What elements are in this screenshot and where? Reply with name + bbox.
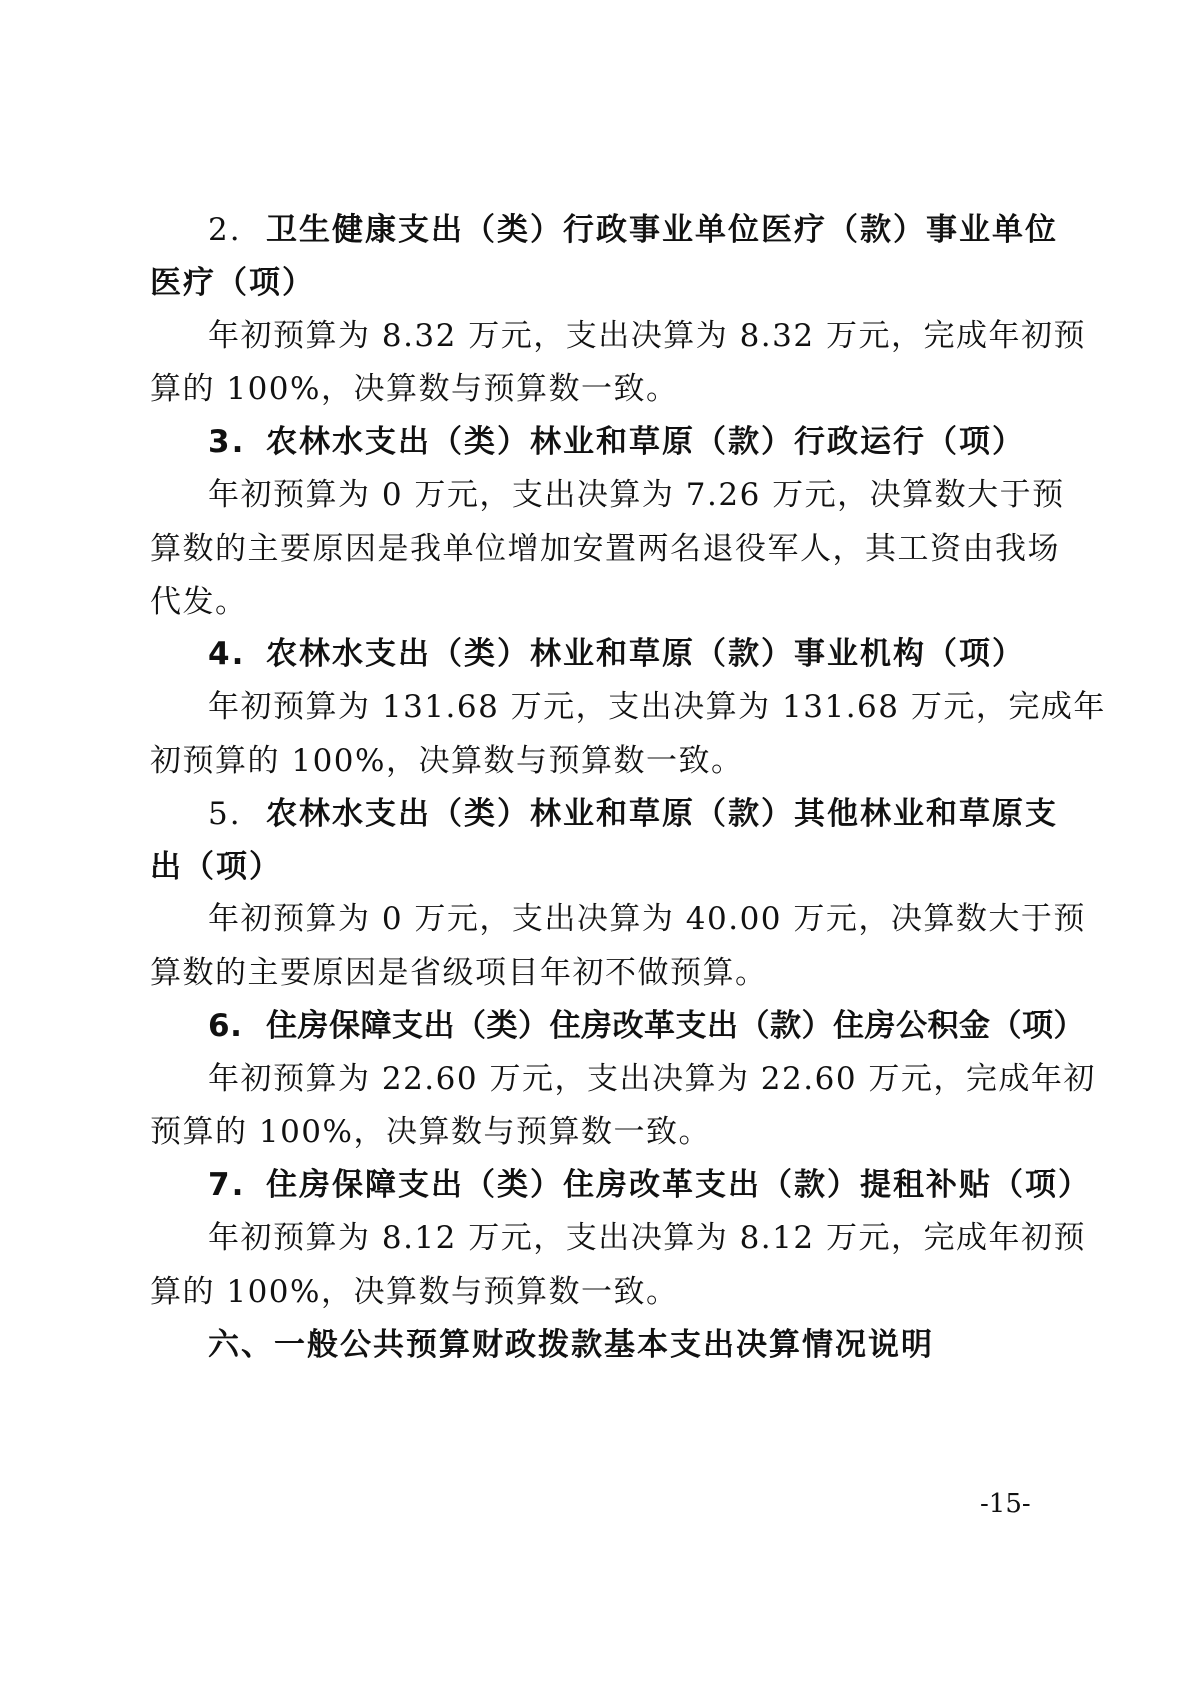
item-2-heading — [208, 210, 1190, 250]
item-6-heading-text: 住房保障支出（类）住房改革支出（款）住房公积金（项） — [266, 1008, 1085, 1044]
page-number: -15- — [980, 1489, 1031, 1519]
item-3-body-line-2: 算数的主要原因是我单位增加安置两名退役军人，其工资由我场 — [150, 531, 1060, 567]
item-5-heading-text: 农林水支出（类）林业和草原（款）其他林业和草原支 — [266, 796, 1058, 832]
item-3-body-line-3: 代发。 — [150, 584, 248, 620]
item-6-heading — [208, 1006, 1190, 1046]
item-4-heading — [208, 634, 1190, 674]
item-4-body-line-1: 年初预算为 131.68 万元，支出决算为 131.68 万元，完成年 — [208, 689, 1106, 725]
item-5-number: 5. — [208, 796, 242, 832]
item-2-heading-cont: 医疗（项） — [150, 265, 315, 301]
item-3-number: 3. — [208, 424, 246, 460]
item-3-body-line-1: 年初预算为 0 万元，支出决算为 7.26 万元，决算数大于预 — [208, 477, 1065, 513]
item-3-heading-text: 农林水支出（类）林业和草原（款）行政运行（项） — [266, 424, 1025, 460]
item-3-heading — [208, 422, 1190, 462]
item-7-number: 7. — [208, 1167, 246, 1203]
item-5-body-line-1: 年初预算为 0 万元，支出决算为 40.00 万元，决算数大于预 — [208, 901, 1086, 937]
item-4-body-line-2: 初预算的 100%，决算数与预算数一致。 — [150, 743, 744, 779]
item-5-heading-cont: 出（项） — [150, 849, 282, 885]
item-4-number: 4. — [208, 636, 246, 672]
item-2-heading-text: 卫生健康支出（类）行政事业单位医疗（款）事业单位 — [266, 212, 1058, 248]
item-6-body-line-2: 预算的 100%，决算数与预算数一致。 — [150, 1114, 711, 1150]
item-2-body-line-1: 年初预算为 8.32 万元，支出决算为 8.32 万元，完成年初预 — [208, 318, 1086, 354]
item-5-heading — [208, 794, 1190, 834]
item-7-body-line-2: 算的 100%，决算数与预算数一致。 — [150, 1274, 679, 1310]
section-heading: 六、一般公共预算财政拨款基本支出决算情况说明 — [208, 1327, 934, 1363]
item-7-heading — [208, 1165, 1190, 1205]
item-7-heading-text: 住房保障支出（类）住房改革支出（款）提租补贴（项） — [266, 1167, 1091, 1203]
item-6-body-line-1: 年初预算为 22.60 万元，支出决算为 22.60 万元，完成年初 — [208, 1061, 1096, 1097]
item-5-body-line-2: 算数的主要原因是省级项目年初不做预算。 — [150, 955, 768, 991]
item-6-number: 6. — [208, 1008, 243, 1044]
item-2-body-line-2: 算的 100%，决算数与预算数一致。 — [150, 371, 679, 407]
item-2-number: 2. — [208, 212, 242, 248]
item-7-body-line-1: 年初预算为 8.12 万元，支出决算为 8.12 万元，完成年初预 — [208, 1220, 1086, 1256]
item-4-heading-text: 农林水支出（类）林业和草原（款）事业机构（项） — [266, 636, 1025, 672]
